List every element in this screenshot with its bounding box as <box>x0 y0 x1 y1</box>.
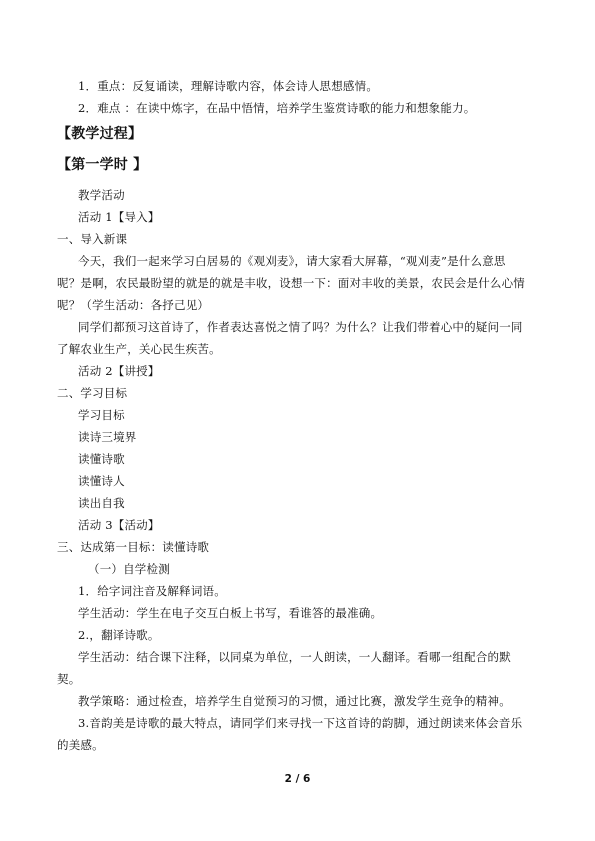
heading-first-period: 【第一学时 】 <box>57 157 148 173</box>
activity-1-label: 活动 1【导入】 <box>78 210 160 224</box>
intro-paragraph-1-line-3: 呢？（学生活动：各抒己见） <box>57 298 210 312</box>
section-2-heading: 二、学习目标 <box>57 386 128 400</box>
activity-3-label: 活动 3【活动】 <box>78 518 160 532</box>
activity-2-label: 活动 2【讲授】 <box>78 364 160 378</box>
subsection-self-check: （一）自学检测 <box>88 562 170 576</box>
difficult-point-line: 2．难点 ：在读中炼字，在品中悟情，培养学生鉴赏诗歌的能力和想象能力。 <box>78 101 476 115</box>
intro-paragraph-2-line-1: 同学们都预习这首诗了，作者表达喜悦之情了吗？为什么？让我们带着心中的疑问一同 <box>78 320 523 334</box>
teaching-strategy: 教学策略：通过检查，培养学生自觉预习的习惯，通过比赛，激发学生竞争的精神。 <box>78 694 511 708</box>
item-1: 1．给字词注音及解释词语。 <box>78 584 226 598</box>
goal-item: 学习目标 <box>78 408 125 422</box>
intro-paragraph-1-line-1: 今天，我们一起来学习白居易的《观刈麦》，请大家看大屏幕，“观刈麦”是什么意思 <box>78 254 506 268</box>
student-activity-2-line-1: 学生活动：结合课下注释，以同桌为单位，一人朗读，一人翻译。看哪一组配合的默 <box>78 650 511 664</box>
item-3-line-2: 的美感。 <box>57 738 104 752</box>
section-1-heading: 一、导入新课 <box>57 232 128 246</box>
heading-teaching-process: 【教学过程】 <box>57 126 143 142</box>
intro-paragraph-2-line-2: 了解农业生产，关心民生疾苦。 <box>57 342 221 356</box>
goal-item: 读出自我 <box>78 496 125 510</box>
student-activity-1: 学生活动：学生在电子交互白板上书写，看谁答的最准确。 <box>78 606 383 620</box>
intro-paragraph-1-line-2: 呢？是啊，农民最盼望的就是的就是丰收，设想一下：面对丰收的美景，农民会是什么心情 <box>57 276 525 290</box>
goal-item: 读懂诗歌 <box>78 452 125 466</box>
goal-item: 读懂诗人 <box>78 474 125 488</box>
key-point-line: 1．重点：反复诵读，理解诗歌内容，体会诗人思想感情。 <box>78 79 379 93</box>
item-2: 2.，翻译诗歌。 <box>78 628 160 642</box>
item-3-line-1: 3.音韵美是诗歌的最大特点，请同学们来寻找一下这首诗的韵脚，通过朗读来体会音乐 <box>78 716 523 730</box>
section-3-heading: 三、达成第一目标：读懂诗歌 <box>57 540 210 554</box>
page-number: 2 / 6 <box>284 773 311 785</box>
student-activity-2-line-2: 契。 <box>57 672 81 686</box>
goal-item: 读诗三境界 <box>78 430 137 444</box>
activities-title: 教学活动 <box>78 188 125 202</box>
